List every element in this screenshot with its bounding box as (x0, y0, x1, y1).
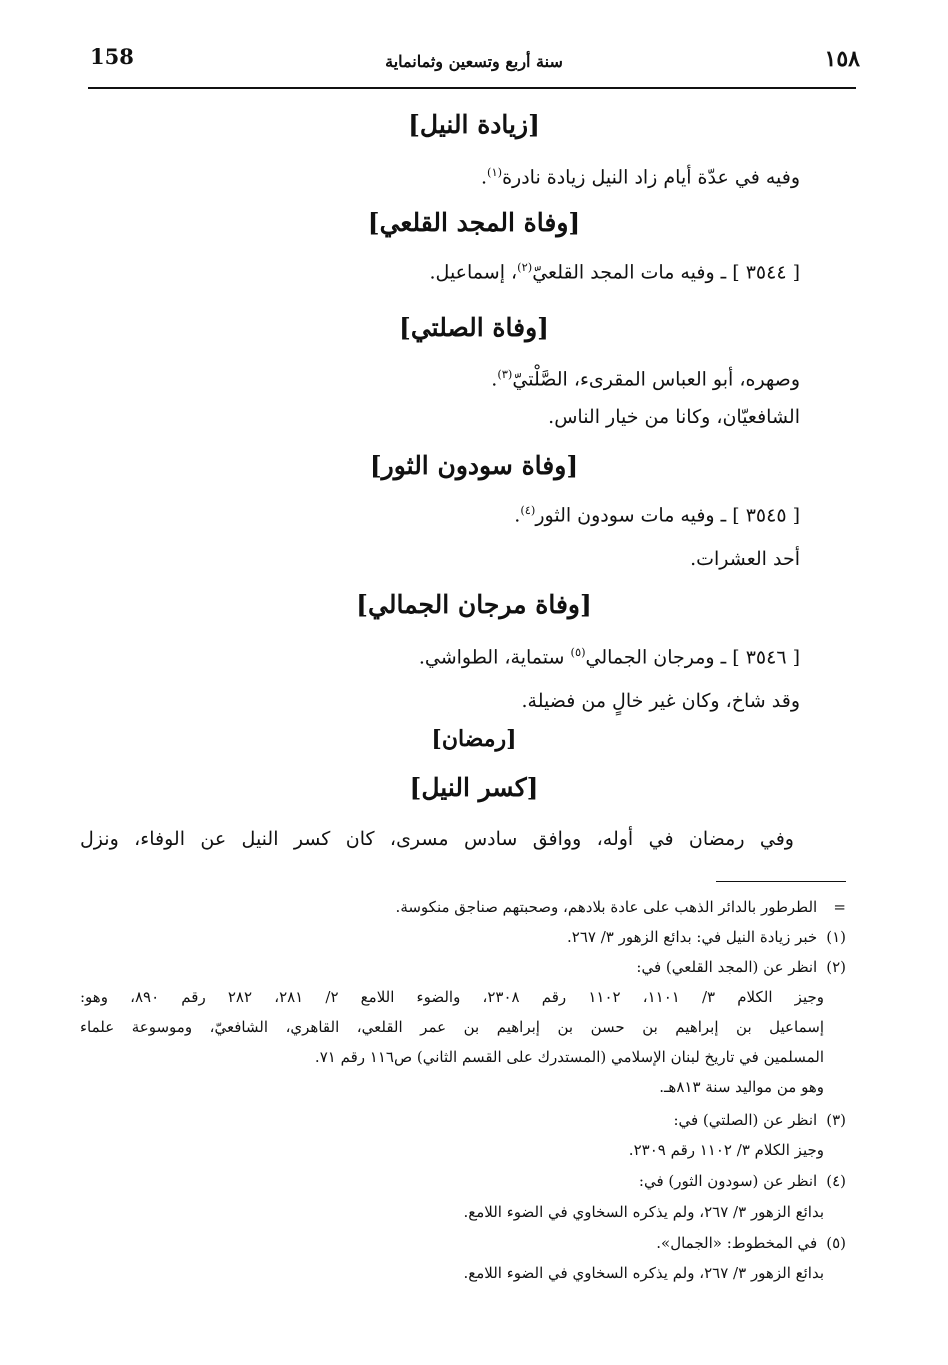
page-number-latin: 158 (90, 44, 134, 69)
heading-death-marjan: [وفاة مرجان الجمالي] (356, 590, 592, 619)
footnote-2-line: إسماعيل بن إبراهيم بن حسن بن إبراهيم بن عمر القلعي، القاهري، الشافعيّ، وموسوعة علماء (80, 1018, 824, 1036)
heading-ramadan: [رمضان] (431, 726, 517, 752)
page-number-arabic: ١٥٨ (824, 46, 860, 72)
footnote-2-line: وجيز الكلام ٣/ ١١٠١، ١١٠٢ رقم ٢٣٠٨، والضوء اللامع ٢/ ٢٨١، ٢٨٢ رقم ٨٩٠، وهو: (80, 988, 824, 1006)
footnote-4-line: بدائع الزهور ٣/ ٢٦٧، ولم يذكره السخاوي في الضوء اللامع. (463, 1203, 824, 1221)
text-line: [ ٣٥٤٥ ] ـ وفيه مات سودون الثور$^{(٤)}$. (514, 503, 800, 527)
heading-nile-breach: [كسر النيل] (409, 773, 539, 802)
text-line: [ ٣٥٤٤ ] ـ وفيه مات المجد القلعيّ$^{(٢)}$، إسماعيل. (429, 260, 800, 284)
text-line: وفي رمضان في أوله، ووافق سادس مسرى، كان كسر النيل عن الوفاء، ونزل (80, 828, 794, 850)
footnote-3-line: وجيز الكلام ٣/ ١١٠٢ رقم ٢٣٠٩. (628, 1141, 824, 1159)
footnote-ref: (٤) (520, 503, 536, 517)
running-title: سنة أربع وتسعين وثمانماية (385, 52, 563, 71)
footnote-5: (٥) في المخطوط: «الجمال». (656, 1234, 846, 1252)
heading-death-qalai: [وفاة المجد القلعي] (367, 208, 581, 237)
text-line: وقد شاخ، وكان غير خالٍ من فضيلة. (521, 690, 800, 712)
text-line: [ ٣٥٤٦ ] ـ ومرجان الجمالي$^{(٥)}$ ستماية، الطواشي. (418, 645, 800, 669)
text-line: وصهره، أبو العباس المقرىء، الصَّلْتيّ$^{(٣)}$. (491, 367, 800, 391)
footnote-continuation: = الطرطور بالدائر الذهب على عادة بلادهم، وصحبتهم صناجق منكوسة. (395, 898, 846, 916)
footnote-ref: (٢) (517, 260, 533, 274)
footnote-ref: (٣) (497, 367, 513, 381)
text-line: أحد العشرات. (690, 548, 800, 570)
heading-nile-rise: [زيادة النيل] (408, 110, 540, 139)
footnote-4: (٤) انظر عن (سودون الثور) في: (638, 1172, 846, 1190)
footnote-2: (٢) انظر عن (المجد القلعي) في: (636, 958, 846, 976)
heading-death-sudun: [وفاة سودون الثور] (369, 451, 579, 480)
footnote-rule (716, 881, 846, 882)
footnote-ref: (٥) (570, 645, 586, 659)
footnote-ref: (١) (487, 165, 503, 179)
footnote-2-line: المسلمين في تاريخ لبنان الإسلامي (المستدرك على القسم الثاني) ص١١٦ رقم ٧١. (314, 1048, 824, 1066)
footnote-5-line: بدائع الزهور ٣/ ٢٦٧، ولم يذكره السخاوي في الضوء اللامع. (463, 1264, 824, 1282)
text-line: وفيه في عدّة أيام زاد النيل زيادة نادرة$^{(١)}$. (480, 165, 800, 189)
heading-death-salti: [وفاة الصلتي] (399, 313, 549, 342)
footnote-1: (١) خبر زيادة النيل في: بدائع الزهور ٣/ ٢٦٧. (566, 928, 846, 946)
footnote-3: (٣) انظر عن (الصلتي) في: (673, 1111, 846, 1129)
header-rule (88, 87, 856, 89)
text-line: الشافعيّان، وكانا من خيار الناس. (548, 406, 800, 428)
footnote-2-line: وهو من مواليد سنة ٨١٣هـ. (659, 1078, 824, 1096)
